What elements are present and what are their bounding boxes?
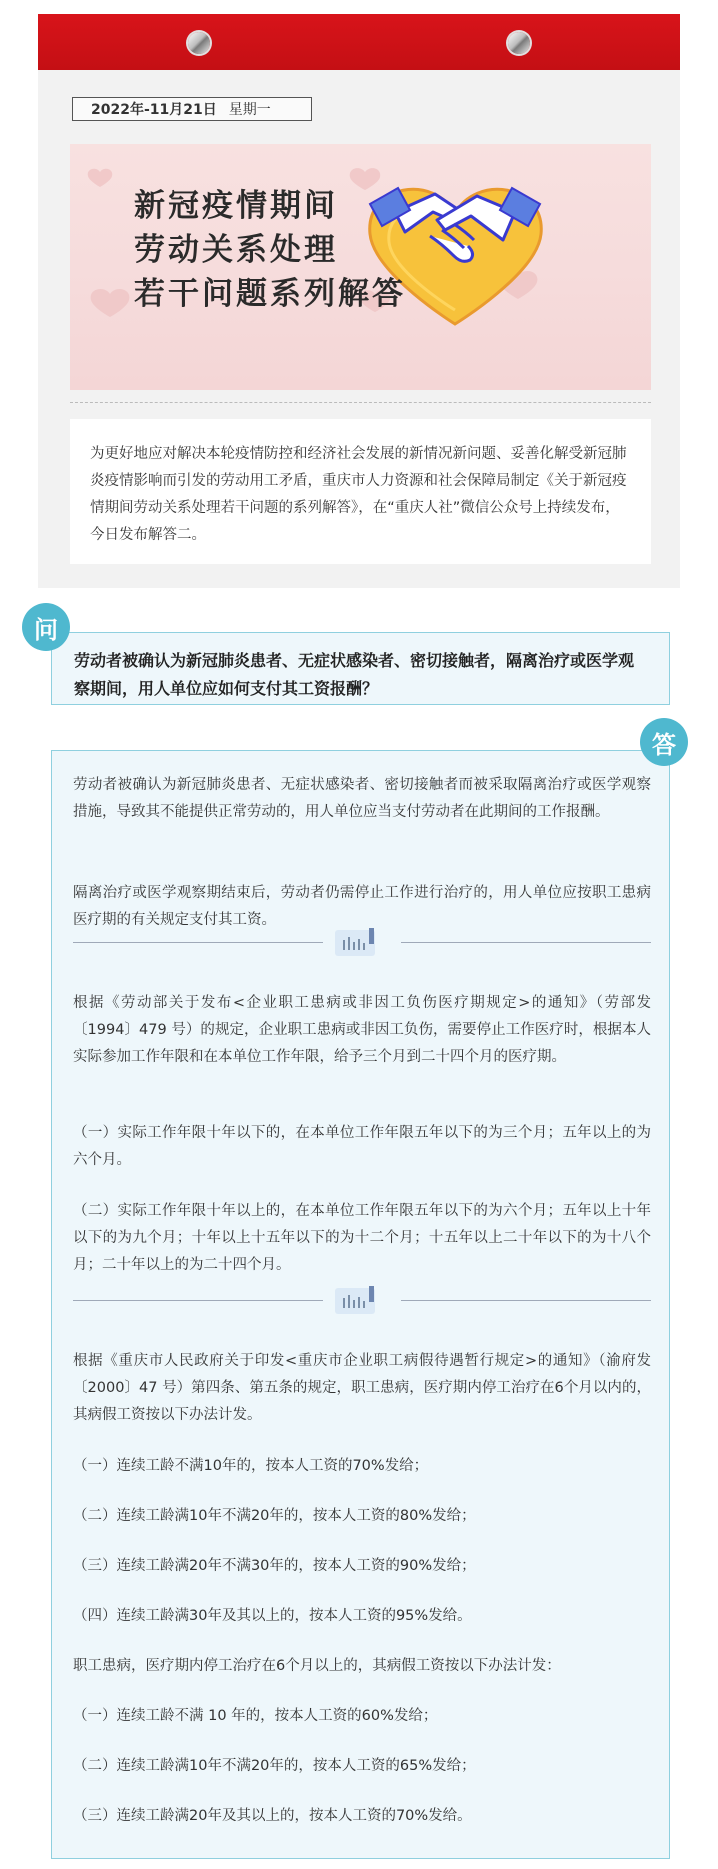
question-text: 劳动者被确认为新冠肺炎患者、无症状感染者、密切接触者，隔离治疗或医学观察期间，用人单位应如何支付其工资报酬？: [74, 651, 635, 698]
answer-paragraph: （一）连续工龄不满 10 年的，按本人工资的60%发给；: [73, 1708, 438, 1724]
banner-image: [70, 144, 651, 390]
answer-paragraph: 根据《重庆市人民政府关于印发<重庆市企业职工病假待遇暂行规定>的通知》（渝府发〔2000〕47 号）第四条、第五条的规定，职工患病，医疗期内停工治疗在6个月以内的，其病假工资按以下办法计发。: [73, 1353, 651, 1423]
header-card: [38, 14, 680, 588]
answer-paragraph: （四）连续工龄满30年及其以上的，按本人工资的95%发给。: [73, 1608, 472, 1624]
banner-title-line-1: 新冠疫情期间: [134, 188, 338, 224]
answer-paragraph: （一）实际工作年限十年以下的，在本单位工作年限五年以下的为三个月；五年以上的为六个月。: [73, 1125, 651, 1168]
weekday-text: 星期一: [228, 102, 271, 118]
answer-paragraph: （三）连续工龄满20年及其以上的，按本人工资的70%发给。: [73, 1808, 472, 1824]
date-text: 2022年-11月21日: [91, 102, 217, 118]
pin-icon: [508, 32, 530, 54]
answer-paragraph: 劳动者被确认为新冠肺炎患者、无症状感染者、密切接触者而被采取隔离治疗或医学观察措施，导致其不能提供正常劳动的，用人单位应当支付劳动者在此期间的工作报酬。: [73, 777, 651, 820]
answer-badge: [640, 718, 688, 766]
answer-paragraph: （二）实际工作年限十年以上的，在本单位工作年限五年以下的为六个月；五年以上十年以下的为九个月；十年以上十五年以下的为十二个月；十五年以上二十年以下的为十八个月；二十年以上的为二十四个月。: [73, 1203, 651, 1273]
intro-text: 为更好地应对解决本轮疫情防控和经济社会发展的新情况新问题、妥善化解受新冠肺炎疫情影响而引发的劳动用工矛盾，重庆市人力资源和社会保障局制定《关于新冠疫情期间劳动关系处理若干问题的系列解答》，在“重庆人社”微信公众号上持续发布，今日发布解答二。: [70, 419, 651, 564]
dashed-divider: [70, 402, 651, 403]
section-divider: [73, 928, 651, 958]
date-label: [72, 97, 312, 121]
answer-paragraph: 隔离治疗或医学观察期结束后，劳动者仍需停止工作进行治疗的，用人单位应按职工患病医疗期的有关规定支付其工资。: [73, 885, 651, 928]
banner-title-line-3: 若干问题系列解答: [134, 276, 406, 312]
answer-paragraph: （二）连续工龄满10年不满20年的，按本人工资的65%发给；: [73, 1758, 476, 1774]
question-badge: [22, 603, 70, 651]
question-badge-label: 问: [34, 615, 58, 644]
answer-paragraph: 职工患病，医疗期内停工治疗在6个月以上的，其病假工资按以下办法计发：: [73, 1658, 561, 1674]
pin-icon: [188, 32, 210, 54]
red-header-bar: [38, 14, 680, 70]
section-divider: [73, 1286, 651, 1316]
bar-chart-ornament-icon: [73, 1286, 651, 1316]
answer-paragraph: 根据《劳动部关于发布<企业职工患病或非因工负伤医疗期规定>的通知》（劳部发〔1994〕479 号）的规定，企业职工患病或非因工负伤，需要停止工作医疗时，根据本人实际参加工作年限和在本单位工作年限，给予三个月到二十四个月的医疗期。: [73, 995, 651, 1065]
answer-paragraph: （二）连续工龄满10年不满20年的，按本人工资的80%发给；: [73, 1508, 476, 1524]
answer-badge-label: 答: [652, 730, 676, 759]
bar-chart-ornament-icon: [73, 928, 651, 958]
question-box: [51, 632, 670, 705]
answer-paragraph: （一）连续工龄不满10年的，按本人工资的70%发给；: [73, 1458, 429, 1474]
answer-paragraph: （三）连续工龄满20年不满30年的，按本人工资的90%发给；: [73, 1558, 476, 1574]
banner-title-line-2: 劳动关系处理: [134, 232, 338, 268]
